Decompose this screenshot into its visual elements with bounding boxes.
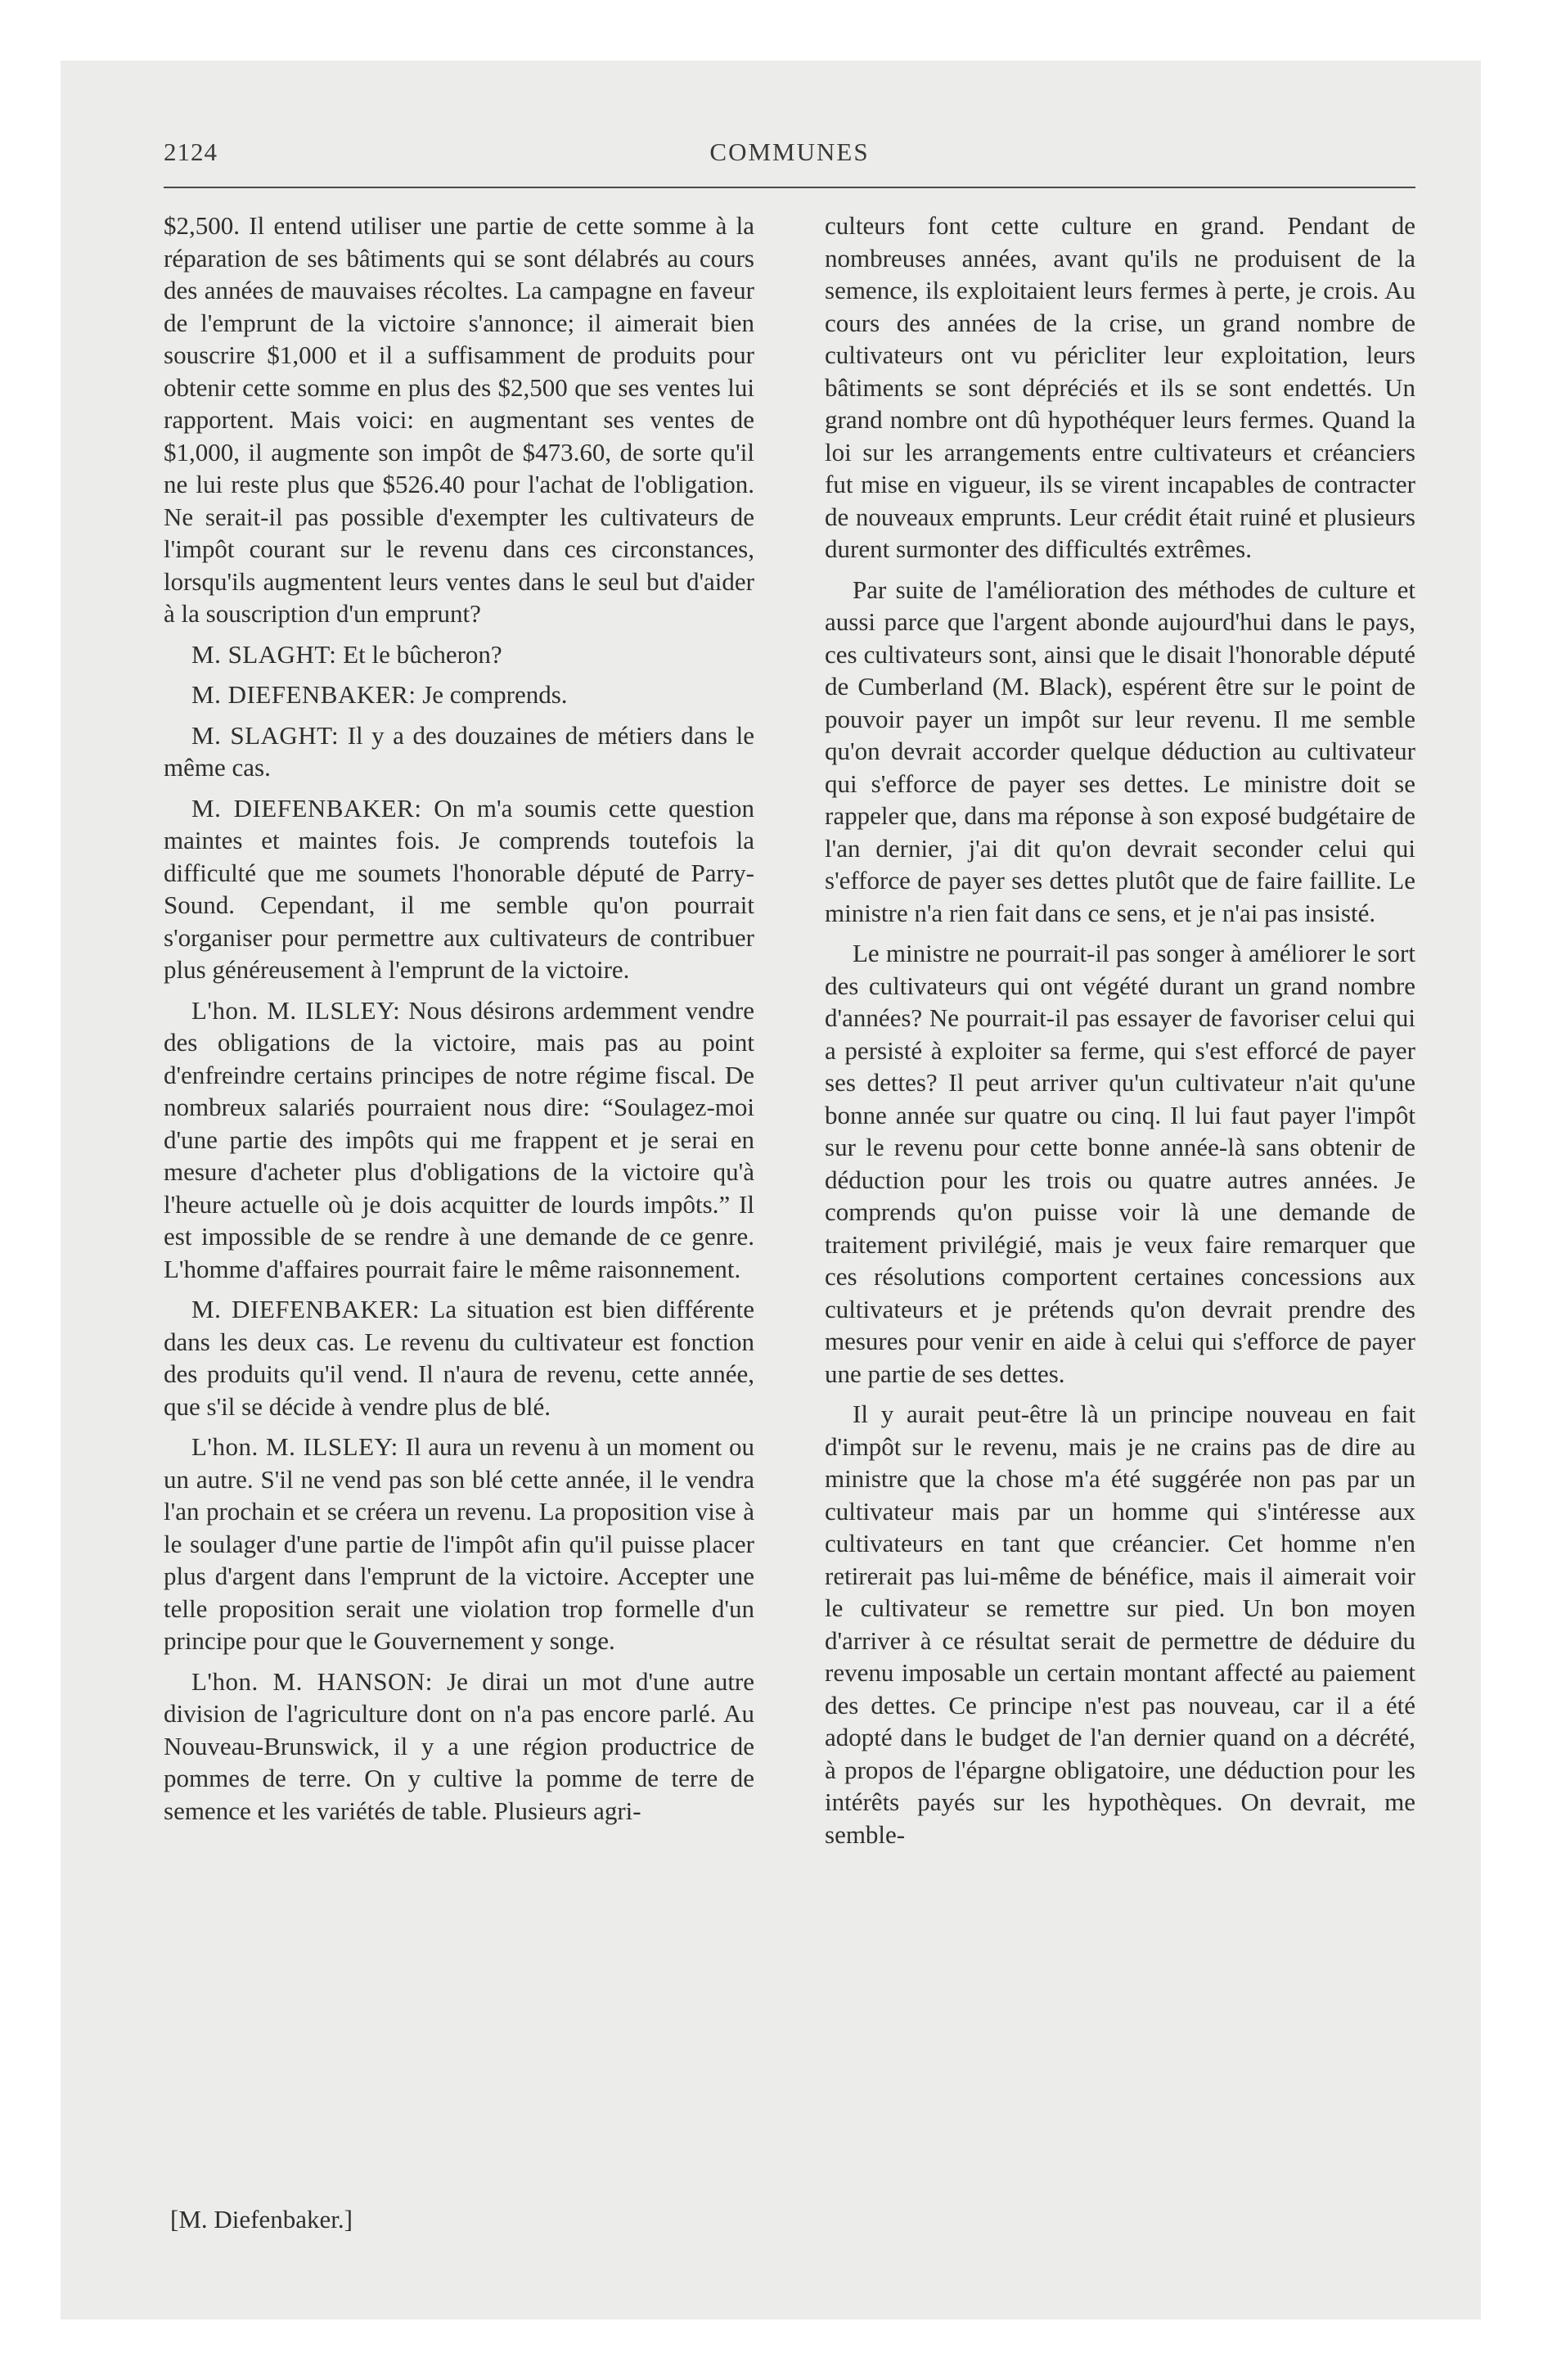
- header-rule: [164, 187, 1415, 188]
- speaker-name: L'hon. M. HANSON:: [191, 1666, 433, 1696]
- paragraph-text: Il y a des douzaines de métiers dans le même cas.: [164, 720, 754, 782]
- paragraph-text: La situation est bien différente dans les deux cas. Le revenu du cultivateur est fonction des produits qu'il vend. Il n'aura de revenu, cette année, que s'il se décide à vendre plus de blé.: [164, 1295, 754, 1421]
- right-column: [825, 210, 1415, 1859]
- paragraph-text: On m'a soumis cette question maintes et maintes fois. Je comprends toutefois la difficulté que me soumets l'honorable député de Parry-Sound. Cependant, il me semble qu'on pourrait s'organiser pour permettre aux cultivateurs de contribuer plus généreusement à l'emprunt de la victoire.: [164, 793, 754, 984]
- paragraph: [164, 792, 754, 986]
- paragraph: [164, 1293, 754, 1422]
- paragraph: [825, 937, 1415, 1390]
- paragraph: [164, 638, 754, 671]
- page-number: 2124: [164, 137, 218, 166]
- speaker-name: L'hon. M. ILSLEY:: [191, 995, 401, 1025]
- speaker-reference: [M. Diefenbaker.]: [170, 2205, 353, 2234]
- paragraph-text: Par suite de l'amélioration des méthodes de culture et aussi parce que l'argent abonde aujourd'hui dans le pays, ces cultivateurs sont, ainsi que le disait l'honorable député de Cumberland (M. Black), espérent être sur le point de pouvoir payer un impôt sur leur revenu. Il me semble qu'on devrait accorder quelque déduction au cultivateur qui s'efforce de payer ses dettes. Le ministre doit se rappeler que, dans ma réponse à son exposé budgétaire de l'an dernier, j'ai dit qu'on devrait seconder celui qui s'efforce de payer ses dettes plutôt que de faire faillite. Le ministre n'a rien fait dans ce sens, et je n'ai pas insisté.: [825, 575, 1415, 927]
- paragraph: [164, 1666, 754, 1828]
- paragraph-text: Nous désirons ardemment vendre des obligations de la victoire, mais pas au point d'enfreindre certains principes de notre régime fiscal. De nombreux salariés pourraient nous dire: “Soulagez-moi d'une partie des impôts qui me frappent et je serai en mesure d'acheter plus d'obligations de la victoire qu'à l'heure actuelle où je dois acquitter de lourds impôts.” Il est impossible de se rendre à une demande de ce genre. L'homme d'affaires pourrait faire le même raisonnement.: [164, 995, 754, 1283]
- paragraph: [164, 719, 754, 784]
- paragraph: [164, 210, 754, 630]
- paragraph: [825, 1398, 1415, 1850]
- speaker-name: M. DIEFENBAKER:: [191, 1295, 421, 1323]
- left-column: [164, 210, 754, 1835]
- paragraph: [825, 574, 1415, 930]
- speaker-name: M. DIEFENBAKER:: [191, 793, 422, 823]
- paragraph-text: Le ministre ne pourrait-il pas songer à améliorer le sort des cultivateurs qui ont végété durant un grand nombre d'années? Ne pourrait-il pas essayer de favoriser celui qui a persisté à exploiter sa ferme, qui s'est efforcé de payer ses dettes? Il peut arriver qu'un cultivateur n'ait qu'une bonne année sur quatre ou cinq. Il lui faut payer l'impôt sur le revenu pour cette bonne année-là sans obtenir de déduction pour les trois ou quatre autres années. Je comprends qu'on puisse voir là une demande de traitement privilégié, mais je veux faire remarquer que ces résolutions comportent certaines concessions aux cultivateurs et je prétends qu'on devrait prendre des mesures pour venir en aide à celui qui s'efforce de payer une partie de ses dettes.: [825, 939, 1415, 1388]
- paragraph-text: Et le bûcheron?: [336, 639, 502, 669]
- paragraph-text: Il y aurait peut-être là un principe nouveau en fait d'impôt sur le revenu, mais je ne crains pas de dire au ministre que la chose m'a été suggérée non pas par un cultivateur mais par un homme qui s'intéresse aux cultivateurs en tant que créancier. Cet homme n'en retirerait pas lui-même de bénéfice, mais il aimerait voir le cultivateur se remettre sur pied. Un bon moyen d'arriver à ce résultat serait de permettre de déduire du revenu imposable un certain montant affecté au paiement des dettes. Ce principe n'est pas nouveau, car il a été adopté dans le budget de l'an dernier quand on a décrété, à propos de l'épargne obligatoire, une déduction pour les intérêts payés sur les hypothèques. On devrait, me semble-: [825, 1400, 1415, 1849]
- running-title: COMMUNES: [709, 137, 870, 166]
- paragraph: [164, 1431, 754, 1657]
- paragraph-text: $2,500. Il entend utiliser une partie de cette somme à la réparation de ses bâtiments qui se sont délabrés au cours des années de mauvaises récoltes. La campagne en faveur de l'emprunt de la victoire s'annonce; il aimerait bien souscrire $1,000 et il a suffisamment de produits pour obtenir cette somme en plus des $2,500 que ses ventes lui rapportent. Mais voici: en augmentant ses ventes de $1,000, il augmente son impôt de $473.60, de sorte qu'il ne lui reste plus que $526.40 pour l'achat de l'obligation. Ne serait-il pas possible d'exempter les cultivateurs de l'impôt courant sur le revenu dans ces circonstances, lorsqu'ils augmentent leurs ventes dans le seul but d'aider à la souscription d'un emprunt?: [164, 211, 754, 628]
- speaker-name: M. SLAGHT:: [191, 639, 337, 669]
- paragraph: [164, 678, 754, 711]
- speaker-name: M. DIEFENBAKER:: [191, 680, 416, 709]
- paragraph: [164, 994, 754, 1286]
- speaker-name: L'hon. M. ILSLEY:: [191, 1432, 398, 1461]
- paragraph: [825, 210, 1415, 566]
- paragraph-text: Il aura un revenu à un moment ou un autre. S'il ne vend pas son blé cette année, il le vendra l'an prochain et se créera un revenu. La proposition vise à le soulager d'une partie de l'impôt afin qu'il puisse placer plus d'argent dans l'emprunt de la victoire. Accepter une telle proposition serait une violation trop formelle d'un principe pour que le Gouvernement y songe.: [164, 1432, 754, 1655]
- speaker-name: M. SLAGHT:: [191, 720, 340, 750]
- paragraph-text: Je dirai un mot d'une autre division de l'agriculture dont on n'a pas encore parlé. Au Nouveau-Brunswick, il y a une région productrice de pommes de terre. On y cultive la pomme de terre de semence et les variétés de table. Plusieurs agri-: [164, 1666, 755, 1825]
- paragraph-text: Je comprends.: [416, 680, 568, 709]
- paragraph-text: culteurs font cette culture en grand. Pendant de nombreuses années, avant qu'ils ne produisent de la semence, ils exploitaient leurs fermes à perte, je crois. Au cours des années de la crise, un grand nombre de cultivateurs ont vu péricliter leur exploitation, leurs bâtiments se sont dépréciés et ils se sont endettés. Un grand nombre ont dû hypothéquer leurs fermes. Quand la loi sur les arrangements entre cultivateurs et créanciers fut mise en vigueur, ils se virent incapables de contracter de nouveaux emprunts. Leur crédit était ruiné et plusieurs durent surmonter des difficultés extrêmes.: [825, 211, 1415, 563]
- page-header: [164, 137, 1415, 170]
